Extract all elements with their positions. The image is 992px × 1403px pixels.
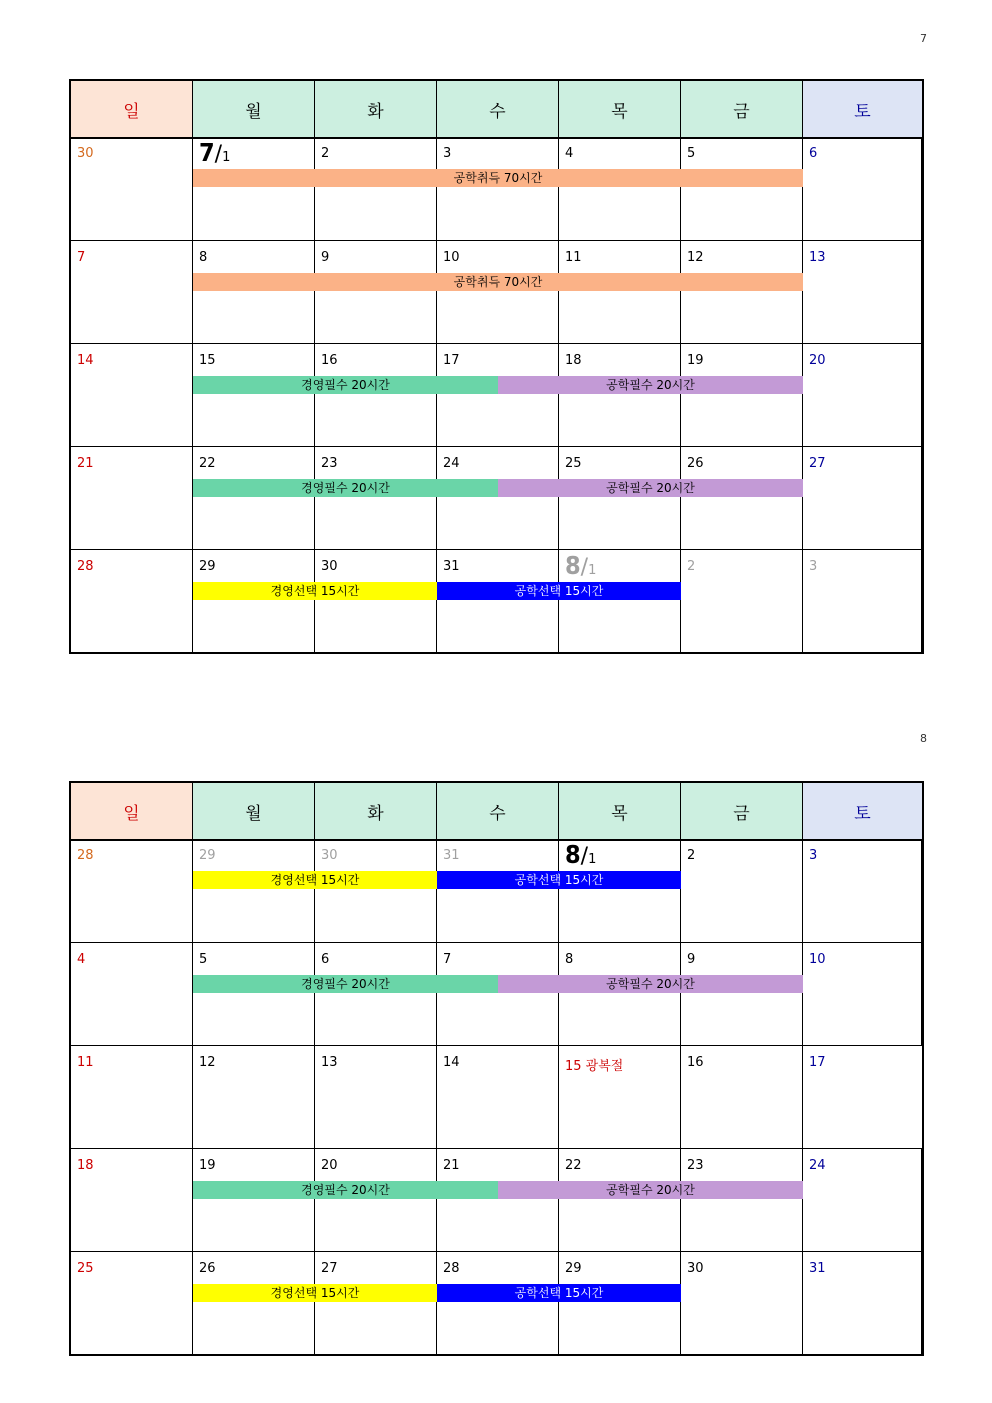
schedule-bar[interactable]: 경영필수 20시간: [193, 1181, 498, 1199]
day-cell[interactable]: [681, 447, 803, 549]
week-row: [71, 942, 922, 1045]
day-cell[interactable]: [437, 839, 559, 942]
day-number: 30: [687, 1261, 704, 1276]
day-cell[interactable]: [71, 550, 193, 652]
day-cell[interactable]: [71, 1046, 193, 1148]
day-number: 12: [687, 250, 704, 265]
schedule-bar[interactable]: 경영선택 15시간: [193, 582, 437, 600]
day-cell[interactable]: [803, 447, 922, 549]
day-number: 2: [687, 848, 696, 863]
day-cell[interactable]: [71, 1252, 193, 1354]
schedule-bar[interactable]: 공학필수 20시간: [498, 479, 803, 497]
day-number: 22: [565, 1158, 582, 1173]
calendar-grid: [69, 137, 924, 654]
day-cell[interactable]: [559, 1252, 681, 1354]
day-cell[interactable]: [803, 1149, 922, 1251]
day-number: 8: [565, 952, 574, 967]
day-number: 22: [199, 456, 216, 471]
day-cell[interactable]: [681, 1252, 803, 1354]
day-cell[interactable]: [681, 344, 803, 446]
day-cell[interactable]: [803, 1252, 922, 1354]
day-cell[interactable]: [681, 1149, 803, 1251]
week-row: [71, 343, 922, 446]
weekday-header: 월: [193, 81, 315, 137]
day-number: 28: [443, 1261, 460, 1276]
schedule-bar[interactable]: 공학취득 70시간: [193, 169, 803, 187]
month-start-day: 1: [588, 563, 597, 578]
week-row: [71, 839, 922, 942]
day-cell[interactable]: [559, 137, 681, 240]
day-number: 23: [321, 456, 338, 471]
day-cell[interactable]: [315, 943, 437, 1045]
day-cell[interactable]: [193, 447, 315, 549]
day-cell[interactable]: [437, 1046, 559, 1148]
day-number: 5: [199, 952, 208, 967]
week-row: [71, 1251, 922, 1354]
month-start-slash: /: [214, 142, 223, 167]
week-row: [71, 137, 922, 240]
day-number: 29: [199, 559, 216, 574]
day-cell[interactable]: [803, 1046, 922, 1148]
day-number: 2: [321, 146, 330, 161]
day-number: 18: [77, 1158, 94, 1173]
day-number: 30: [77, 146, 94, 161]
day-number: 19: [199, 1158, 216, 1173]
day-number: 31: [443, 559, 460, 574]
day-cell[interactable]: [193, 137, 315, 240]
day-number: 26: [687, 456, 704, 471]
day-cell[interactable]: [193, 943, 315, 1045]
month-start-slash: /: [580, 844, 589, 869]
day-cell[interactable]: [803, 241, 922, 343]
day-number: 4: [565, 146, 574, 161]
day-number: 15 광복절: [565, 1059, 624, 1074]
day-cell[interactable]: [193, 1046, 315, 1148]
day-cell[interactable]: [559, 1046, 681, 1148]
calendar-grid: [69, 839, 924, 1356]
day-cell[interactable]: [437, 344, 559, 446]
day-number: 5: [687, 146, 696, 161]
day-number: 26: [199, 1261, 216, 1276]
weekday-header: 화: [315, 81, 437, 137]
day-number: 16: [321, 353, 338, 368]
day-number: 11: [565, 250, 582, 265]
weekday-header-row: [69, 781, 924, 841]
day-number: 8: [199, 250, 208, 265]
schedule-bar[interactable]: 공학선택 15시간: [437, 1284, 681, 1302]
schedule-bar[interactable]: 공학선택 15시간: [437, 871, 681, 889]
day-cell[interactable]: [559, 447, 681, 549]
day-cell[interactable]: [315, 1252, 437, 1354]
day-cell[interactable]: [559, 1149, 681, 1251]
day-number: [199, 138, 230, 167]
day-cell[interactable]: [559, 943, 681, 1045]
day-number: 15: [199, 353, 216, 368]
day-number: 20: [809, 353, 826, 368]
day-number: 31: [443, 848, 460, 863]
day-number: 20: [321, 1158, 338, 1173]
day-number: 9: [321, 250, 330, 265]
weekday-header: 일: [71, 81, 193, 137]
day-number: 4: [77, 952, 86, 967]
week-row: [71, 549, 922, 652]
schedule-bar[interactable]: 공학필수 20시간: [498, 1181, 803, 1199]
page-number: 8: [920, 732, 927, 745]
day-number: 7: [443, 952, 452, 967]
week-row: [71, 446, 922, 549]
month-start-day: 1: [588, 852, 597, 867]
day-cell[interactable]: [681, 1046, 803, 1148]
day-cell[interactable]: [71, 839, 193, 942]
week-row: [71, 1148, 922, 1251]
day-cell[interactable]: [315, 447, 437, 549]
month-start-number: 8: [565, 551, 581, 580]
day-number: [565, 840, 596, 869]
weekday-header-row: [69, 79, 924, 139]
day-cell[interactable]: [803, 344, 922, 446]
day-number: 17: [809, 1055, 826, 1070]
day-number: 3: [809, 559, 818, 574]
schedule-bar[interactable]: 공학취득 70시간: [193, 273, 803, 291]
day-cell[interactable]: [315, 344, 437, 446]
day-number: 7: [77, 250, 86, 265]
day-cell[interactable]: [681, 839, 803, 942]
day-cell[interactable]: [315, 839, 437, 942]
day-number: 11: [77, 1055, 94, 1070]
schedule-bar[interactable]: 경영필수 20시간: [193, 975, 498, 993]
day-cell[interactable]: [315, 137, 437, 240]
day-number: 27: [321, 1261, 338, 1276]
day-cell[interactable]: [71, 241, 193, 343]
day-number: 3: [443, 146, 452, 161]
day-cell[interactable]: [437, 137, 559, 240]
weekday-header: 금: [681, 81, 803, 137]
day-number: 28: [77, 559, 94, 574]
weekday-header: 수: [437, 783, 559, 839]
weekday-header: 일: [71, 783, 193, 839]
weekday-header: 토: [803, 783, 922, 839]
day-cell[interactable]: [71, 447, 193, 549]
day-number: 24: [443, 456, 460, 471]
day-number: 13: [321, 1055, 338, 1070]
day-number: 19: [687, 353, 704, 368]
weekday-header: 목: [559, 81, 681, 137]
day-cell[interactable]: [193, 839, 315, 942]
day-cell[interactable]: [315, 241, 437, 343]
schedule-bar[interactable]: 경영필수 20시간: [193, 479, 498, 497]
day-number: 16: [687, 1055, 704, 1070]
day-number: 30: [321, 559, 338, 574]
day-cell[interactable]: [71, 1149, 193, 1251]
week-row: [71, 1045, 922, 1148]
day-number: 18: [565, 353, 582, 368]
day-cell[interactable]: [315, 1149, 437, 1251]
day-number: 6: [809, 146, 818, 161]
weekday-header: 금: [681, 783, 803, 839]
day-number: 10: [809, 952, 826, 967]
weekday-header: 월: [193, 783, 315, 839]
schedule-bar[interactable]: 경영선택 15시간: [193, 871, 437, 889]
weekday-header: 토: [803, 81, 922, 137]
day-number: [565, 551, 596, 580]
schedule-bar[interactable]: 경영선택 15시간: [193, 1284, 437, 1302]
day-number: 29: [199, 848, 216, 863]
day-cell[interactable]: [193, 550, 315, 652]
day-number: 10: [443, 250, 460, 265]
schedule-bar[interactable]: 공학선택 15시간: [437, 582, 681, 600]
day-number: 6: [321, 952, 330, 967]
day-cell[interactable]: [559, 344, 681, 446]
weekday-header: 화: [315, 783, 437, 839]
day-number: 23: [687, 1158, 704, 1173]
day-cell[interactable]: [71, 137, 193, 240]
month-start-slash: /: [580, 555, 589, 580]
page-number: 7: [920, 32, 927, 45]
day-number: 29: [565, 1261, 582, 1276]
day-cell[interactable]: [315, 550, 437, 652]
day-number: 31: [809, 1261, 826, 1276]
day-cell[interactable]: [803, 137, 922, 240]
day-cell[interactable]: [803, 943, 922, 1045]
day-cell[interactable]: [681, 137, 803, 240]
day-cell[interactable]: [71, 344, 193, 446]
day-number: 25: [565, 456, 582, 471]
day-number: 2: [687, 559, 696, 574]
day-number: 13: [809, 250, 826, 265]
day-number: 25: [77, 1261, 94, 1276]
day-cell[interactable]: [437, 447, 559, 549]
month-start-number: 7: [199, 138, 215, 167]
day-cell[interactable]: [681, 943, 803, 1045]
calendar-month: [69, 781, 924, 1356]
day-cell[interactable]: [193, 1252, 315, 1354]
day-cell[interactable]: [803, 839, 922, 942]
weekday-header: 목: [559, 783, 681, 839]
day-number: 14: [77, 353, 94, 368]
day-cell[interactable]: [559, 550, 681, 652]
day-cell[interactable]: [437, 1252, 559, 1354]
day-number: 24: [809, 1158, 826, 1173]
calendar-month: [69, 79, 924, 654]
day-number: 3: [809, 848, 818, 863]
day-number: 30: [321, 848, 338, 863]
month-start-day: 1: [222, 150, 231, 165]
schedule-bar[interactable]: 공학필수 20시간: [498, 975, 803, 993]
schedule-bar[interactable]: 경영필수 20시간: [193, 376, 498, 394]
day-cell[interactable]: [437, 943, 559, 1045]
week-row: [71, 240, 922, 343]
day-number: 21: [443, 1158, 460, 1173]
weekday-header: 수: [437, 81, 559, 137]
day-number: 17: [443, 353, 460, 368]
day-cell[interactable]: [803, 550, 922, 652]
day-cell[interactable]: [437, 241, 559, 343]
day-number: 27: [809, 456, 826, 471]
day-cell[interactable]: [193, 344, 315, 446]
day-cell[interactable]: [681, 550, 803, 652]
day-cell[interactable]: [559, 241, 681, 343]
day-cell[interactable]: [681, 241, 803, 343]
day-cell[interactable]: [559, 839, 681, 942]
day-cell[interactable]: [315, 1046, 437, 1148]
day-cell[interactable]: [71, 943, 193, 1045]
day-number: 12: [199, 1055, 216, 1070]
day-cell[interactable]: [193, 241, 315, 343]
day-number: 28: [77, 848, 94, 863]
schedule-bar[interactable]: 공학필수 20시간: [498, 376, 803, 394]
day-number: 9: [687, 952, 696, 967]
day-cell[interactable]: [193, 1149, 315, 1251]
day-cell[interactable]: [437, 550, 559, 652]
day-number: 14: [443, 1055, 460, 1070]
day-cell[interactable]: [437, 1149, 559, 1251]
day-number: 21: [77, 456, 94, 471]
month-start-number: 8: [565, 840, 581, 869]
